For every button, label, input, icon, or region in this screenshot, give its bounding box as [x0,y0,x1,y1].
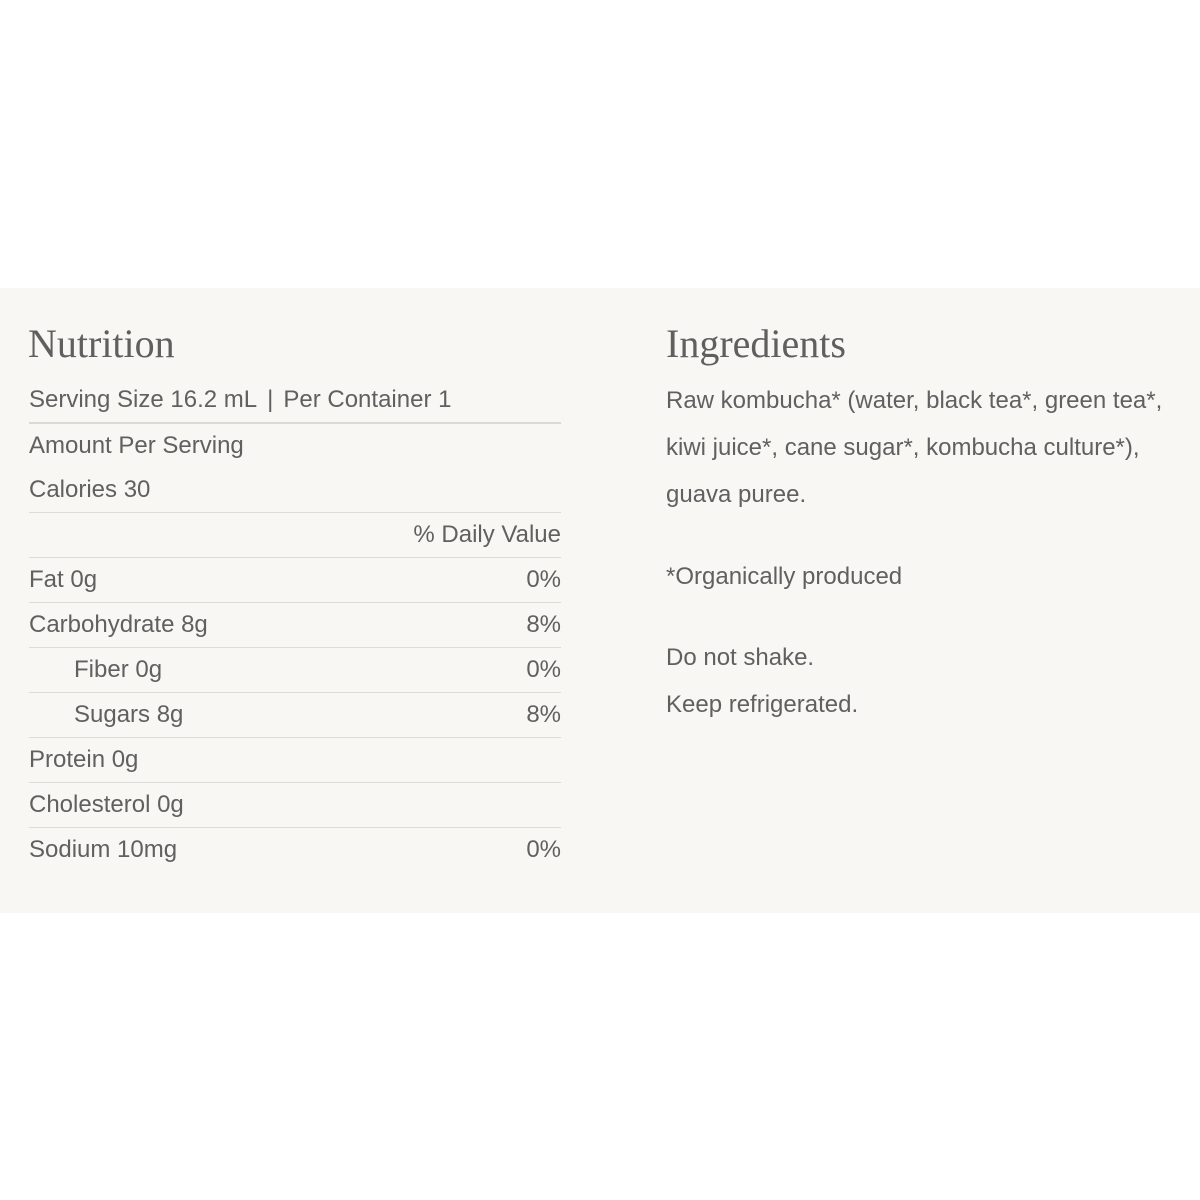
nutrient-name: Carbohydrate 8g [29,611,208,638]
serving-size: Serving Size 16.2 mL [29,386,258,413]
instruction-keep-refrigerated: Keep refrigerated. [666,691,859,718]
nutrient-name: Sugars 8g [74,701,184,728]
daily-value-header: % Daily Value [413,521,561,548]
nutrient-row-sodium [29,827,561,872]
daily-value-header-row [29,512,561,557]
product-info-panel [0,288,1200,913]
nutrient-daily-value: 0% [526,566,561,593]
nutrient-daily-value: 0% [526,836,561,863]
ingredients-heading: Ingredients [666,321,846,366]
organic-note: *Organically produced [666,563,903,590]
nutrition-facts [29,377,561,872]
nutrient-name: Fiber 0g [74,656,163,683]
nutrient-name: Sodium 10mg [29,836,178,863]
nutrient-row-fiber [29,647,561,692]
nutrient-daily-value: 0% [526,656,561,683]
nutrition-heading: Nutrition [28,321,175,366]
nutrient-name: Protein 0g [29,746,139,773]
amount-per-serving: Amount Per Serving [29,432,244,459]
ingredients-section [666,377,1191,728]
nutrient-row-cholesterol [29,782,561,827]
serving-separator: | [267,386,274,413]
per-container: Per Container 1 [283,386,452,413]
nutrient-daily-value: 8% [526,611,561,638]
nutrient-row-protein [29,737,561,782]
serving-info [29,377,561,424]
calories: Calories 30 [29,476,151,503]
nutrient-row-sugars [29,692,561,737]
nutrient-row-carbohydrate [29,602,561,647]
nutrient-name: Cholesterol 0g [29,791,184,818]
nutrient-name: Fat 0g [29,566,98,593]
ingredients-list: Raw kombucha* (water, black tea*, green tea*, kiwi juice*, cane sugar*, kombucha culture*), guava puree. [666,387,1163,508]
nutrient-row-fat [29,557,561,602]
nutrient-daily-value: 8% [526,701,561,728]
instruction-do-not-shake: Do not shake. [666,644,815,671]
